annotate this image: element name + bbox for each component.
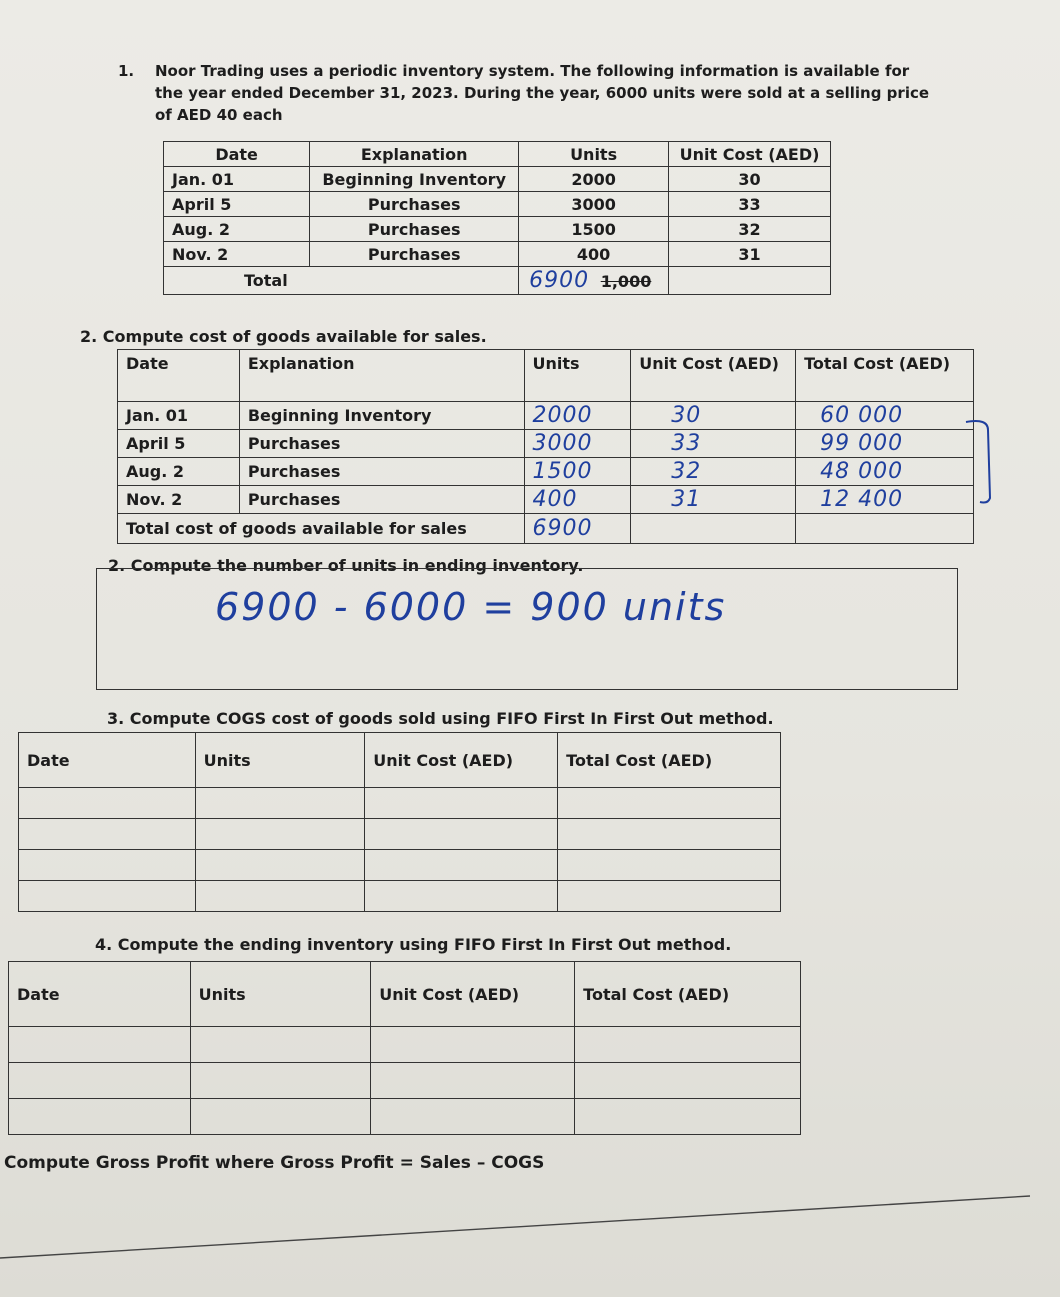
table-row: [164, 242, 831, 267]
col-unit-cost: Unit Cost (AED): [365, 733, 558, 788]
col-date: Date: [9, 962, 191, 1027]
cogas-table: [117, 349, 974, 544]
col-date: Date: [118, 350, 240, 402]
cell-units: 400: [519, 242, 669, 267]
table-row[interactable]: [19, 850, 781, 881]
cell-date: Aug. 2: [164, 217, 310, 242]
cell-unit-cost: 31: [631, 486, 796, 514]
cell-explanation: Purchases: [310, 192, 519, 217]
col-date: Date: [164, 142, 310, 167]
col-unit-cost: Unit Cost (AED): [371, 962, 575, 1027]
q1-line-1: Noor Trading uses a periodic inventory system. The following information is available for: [155, 62, 910, 80]
cell-total: 60 000: [796, 402, 974, 430]
cell-total: 48 000: [796, 458, 974, 486]
table-row: [118, 486, 974, 514]
col-explanation: Explanation: [239, 350, 524, 402]
q1-number: 1.: [118, 62, 135, 80]
cell-units: 2000: [524, 402, 631, 430]
table-row: [118, 458, 974, 486]
cell-explanation: Purchases: [310, 217, 519, 242]
col-total-cost: Total Cost (AED): [796, 350, 974, 402]
cell-units: 2000: [519, 167, 669, 192]
q3-title: 3. Compute COGS cost of goods sold using FIFO First In First Out method.: [107, 709, 774, 728]
cell-date: Jan. 01: [164, 167, 310, 192]
cell-date: Nov. 2: [164, 242, 310, 267]
q5-title: Compute Gross Profit where Gross Profit = Sales – COGS: [4, 1153, 545, 1173]
q4-title: 4. Compute the ending inventory using FIFO First In First Out method.: [95, 935, 732, 954]
col-total-cost: Total Cost (AED): [558, 733, 781, 788]
table-row: [164, 192, 831, 217]
q2b-answer[interactable]: 6900 - 6000 = 900 units: [215, 585, 727, 629]
col-units: Units: [519, 142, 669, 167]
cell-date: Nov. 2: [118, 486, 240, 514]
cell-unit-cost: 32: [669, 217, 831, 242]
table-row: [118, 402, 974, 430]
cell-explanation: Purchases: [239, 458, 524, 486]
table-total-row: [164, 267, 831, 295]
answer-line[interactable]: [0, 1190, 1060, 1270]
col-explanation: Explanation: [310, 142, 519, 167]
cell-explanation: Beginning Inventory: [239, 402, 524, 430]
table-header-row: [118, 350, 974, 402]
total-units-handwritten: 6900: [529, 268, 590, 293]
table-row: [164, 217, 831, 242]
cell-date: Aug. 2: [118, 458, 240, 486]
q1-line-3: of AED 40 each: [155, 106, 283, 124]
table-total-row: [118, 514, 974, 544]
cell-total: 99 000: [796, 430, 974, 458]
cell-explanation: Beginning Inventory: [310, 167, 519, 192]
cell-unit-cost: 30: [631, 402, 796, 430]
col-unit-cost: Unit Cost (AED): [669, 142, 831, 167]
total-units-struck: 1,000: [600, 272, 652, 291]
table-row: [118, 430, 974, 458]
fifo-cogs-table: [18, 732, 781, 912]
cell-date: Jan. 01: [118, 402, 240, 430]
cell-explanation: Purchases: [239, 486, 524, 514]
cell-date: April 5: [118, 430, 240, 458]
total-units: 6900: [524, 514, 631, 544]
cell-units: 3000: [519, 192, 669, 217]
total-label: Total cost of goods available for sales: [118, 514, 525, 544]
cell-date: April 5: [164, 192, 310, 217]
cell-units: 3000: [524, 430, 631, 458]
cell-unit-cost: 30: [669, 167, 831, 192]
table-row[interactable]: [19, 788, 781, 819]
cell-total: 12 400: [796, 486, 974, 514]
col-units: Units: [195, 733, 365, 788]
col-unit-cost: Unit Cost (AED): [631, 350, 796, 402]
cell-units: 400: [524, 486, 631, 514]
q1-line-2: the year ended December 31, 2023. During the year, 6000 units were sold at a selling price: [155, 84, 930, 102]
bracket-mark: [962, 416, 1002, 506]
col-date: Date: [19, 733, 196, 788]
col-total-cost: Total Cost (AED): [575, 962, 801, 1027]
table-row[interactable]: [9, 1063, 801, 1099]
q2b-title: 2. Compute the number of units in ending inventory.: [108, 556, 584, 575]
col-units: Units: [524, 350, 631, 402]
cell-units: 1500: [519, 217, 669, 242]
fifo-ending-inventory-table: [8, 961, 801, 1135]
table-row[interactable]: [19, 819, 781, 850]
inventory-table: [163, 141, 831, 295]
table-header-row: [19, 733, 781, 788]
cell-explanation: Purchases: [239, 430, 524, 458]
q2-title: 2. Compute cost of goods available for sales.: [80, 327, 487, 346]
table-header-row: [164, 142, 831, 167]
cell-unit-cost: 33: [669, 192, 831, 217]
cell-explanation: Purchases: [310, 242, 519, 267]
cell-units: 1500: [524, 458, 631, 486]
cell-unit-cost: 33: [631, 430, 796, 458]
total-label: Total: [164, 267, 519, 295]
cell-unit-cost: 31: [669, 242, 831, 267]
table-header-row: [9, 962, 801, 1027]
table-row: [164, 167, 831, 192]
table-row[interactable]: [19, 881, 781, 912]
table-row[interactable]: [9, 1099, 801, 1135]
cell-unit-cost: 32: [631, 458, 796, 486]
table-row[interactable]: [9, 1027, 801, 1063]
col-units: Units: [190, 962, 371, 1027]
